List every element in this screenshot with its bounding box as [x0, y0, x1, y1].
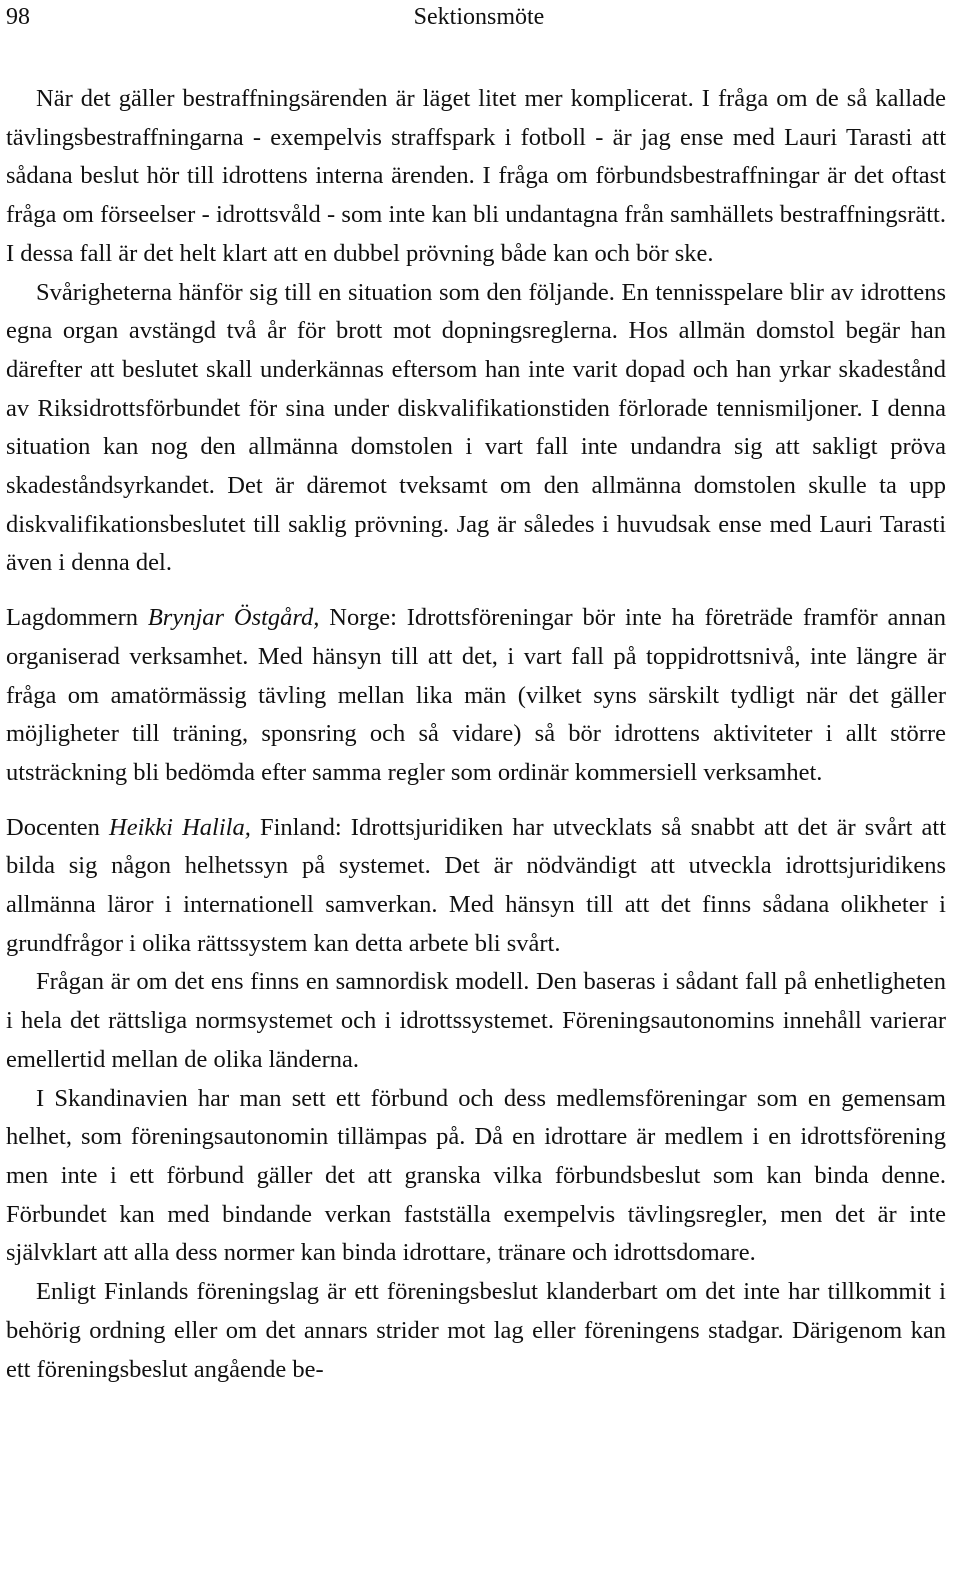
speaker-title: Docenten — [6, 813, 100, 841]
speaker-name: Heikki Halila, — [109, 813, 251, 841]
paragraph-bestraffningsarenden: När det gäller bestraffningsärenden är läget litet mer komplicerat. I fråga om de så kallade tävlingsbestraffningarna - exempelvis straffspark i fotboll - är jag ense med Lauri Tarasti att sådana beslut hör till idrottens interna ärenden. I fråga om förbundsbestraffningar är det oftast fråga om förseelser - idrottsvåld - som inte kan bli undantagna från samhällets bestraffningsrätt. I dessa fall är det helt klart att en dubbel prövning både kan och bör ske. — [6, 85, 946, 267]
paragraph-skandinavien: I Skandinavien har man sett ett förbund och dess medlemsföreningar som en gemensam helhet, som föreningsautonomin tillämpas på. Då en idrottare är medlem i en idrottsförening men inte i ett förbund gäller det att granska vilka förbundsbeslut som kan binda denne. Förbundet kan med bindande verkan fastställa exempelvis tävlingsregler, men det är inte självklart att alla dess normer kan binda idrottare, tränare och idrottsdomare. — [6, 1084, 946, 1267]
speaker-name: Brynjar Östgård, — [147, 604, 320, 632]
speaker-title: Lagdommern — [6, 604, 138, 632]
statement-text: Norge: Idrottsföreningar bör inte ha företräde framför annan organiserad verksamhet. Med hänsyn till att det, i vart fall på toppidrottsnivå, inte längre är fråga om amatörmässig tävling mellan lika män (vilket syns särskilt tydligt när det gäller möjligheter till träning, sponsring och så vidare) så bör idrottens aktiviteter i allt större utsträckning bli bedömda efter samma regler som ordinär kommersiell verksamhet. — [6, 604, 946, 786]
statement-text: Finland: Idrottsjuridiken har utvecklats så snabbt att det är svårt att bilda sig någon helhetssyn på systemet. Det är nödvändigt att utveckla idrottsjuridikens allmänna läror i internationell samverkan. Med hänsyn till att det finns sådana olikheter i grundfrågor i olika rättssystem kan detta arbete bli svårt. — [6, 813, 947, 957]
paragraph-samnordisk-modell: Frågan är om det ens finns en samnordisk modell. Den baseras i sådant fall på enhetligheten i hela det rättsliga normsystemet och i idrottssystemet. Föreningsautonomins innehåll varierar emellertid mellan de olika länderna. — [6, 968, 946, 1073]
paragraph-svarigheterna: Svårigheterna hänför sig till en situation som den följande. En tennisspelare blir av idrottens egna organ avstängd två år för brott mot dopningsreglerna. Hos allmän domstol begär han därefter att beslutet skall underkännas eftersom han inte varit dopad och han yrkar skadestånd av Riksidrottsförbundet för sina under diskvalifikationstiden förlorade tennismiljoner. I denna situation kan nog den allmänna domstolen i vart fall inte undandra sig att sakligt pröva skadeståndsyrkandet. Det är däremot tveksamt om den allmänna domstolen skulle ta upp diskvalifikationsbeslutet till saklig prövning. Jag är således i huvudsak ense med Lauri Tarasti även i denna del. — [6, 278, 946, 577]
page-number: 98 — [6, 4, 30, 30]
body-text — [6, 80, 946, 1389]
page-header — [6, 0, 952, 34]
paragraph-ostgard-statement — [6, 599, 946, 793]
paragraph-halila-statement — [6, 809, 946, 964]
running-head: Sektionsmöte — [413, 4, 545, 30]
paragraph-foreningslag: Enligt Finlands föreningslag är ett föreningsbeslut klanderbart om det inte har tillkommit i behörig ordning eller om det annars strider mot lag eller föreningens stadgar. Därigenom kan ett föreningsbeslut angående be- — [6, 1278, 946, 1383]
